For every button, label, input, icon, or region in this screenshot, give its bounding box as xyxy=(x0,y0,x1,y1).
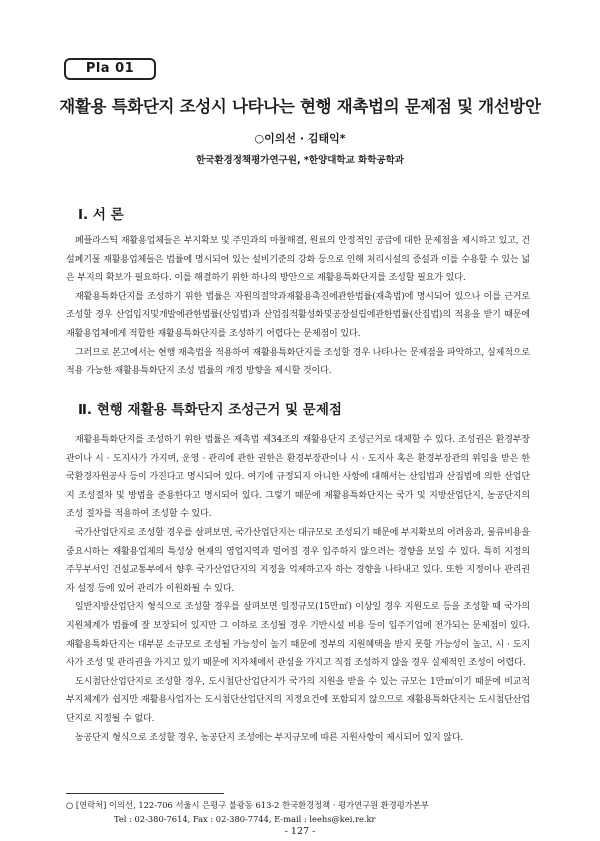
paragraph: 폐플라스틱 재활용업체들은 부지확보 및 주민과의 마찰해결, 원료의 안정적인 공급에 대한 문제점을 제시하고 있고, 건설폐기물 재활용업체들은 법률에 명시되어 있는 설비기준의 강화 등으로 인해 처리시설의 증설과 이를 수용할 수 있는 넓은 부지의 확보가 필요하다. 이를 해결하기 위한 하나의 방안으로 재활용특화단지를 조성할 필요가 있다. xyxy=(66,236,530,284)
paragraph: 일반지방산업단지 형식으로 조성할 경우를 살펴보면 일정규모(15만㎡) 이상일 경우 지원도로 등을 조성할 때 국가의 지원체계가 법률에 잘 보장되어 있지만 그 이하로 조성될 경우 기반시설 비용 등이 입주기업에 전가되는 문제점이 있다. 재활용특화단지는 대부분 소규모로 조성될 가능성이 높기 때문에 정부의 지원혜택을 받지 못할 가능성이 높고, 시 · 도지사가 조성 및 관리권을 가지고 있기 때문에 지자체에서 관심을 가지고 직접 조성하지 않을 경우 실제적인 조성이 어렵다. xyxy=(66,602,530,669)
page-number: - 127 - xyxy=(284,826,316,837)
session-code-badge: Pla 01 xyxy=(64,58,156,80)
paragraph: 재활용특화단지를 조성하기 위한 법률은 자원의절약과재활용촉진에관한법률(재촉법)에 명시되어 있으나 이를 근거로 조성할 경우 산업입지및개발에관한법률(산입법)과 산업집적활성화및공장설립에관한법률(산집법)의 적용을 받기 때문에 재활용업체에게 적합한 재활용특화단지를 조성하기 어렵다는 문제점이 있다. xyxy=(66,291,530,339)
section-heading-introduction: Ⅰ. 서 론 xyxy=(78,207,124,223)
section-body-introduction xyxy=(66,232,530,381)
footnote-address: ○ [연락처] 이의선, 122-706 서울시 은평구 불광동 613-2 한국환경정책 · 평가연구원 환경평가본부 xyxy=(66,800,429,810)
paragraph: 도시첨단산업단지로 조성할 경우, 도시첨단산업단지가 국가의 지원을 받을 수 있는 규모는 1만㎡이기 때문에 비교적 부지체계가 쉽지만 재활용사업자는 도시첨단산업단지의 지정요건에 포함되지 않으므로 재활용특화단지는 도시첨단산업단지로 지정될 수 없다. xyxy=(66,676,530,724)
footnote-contact: Tel : 02-380-7614, Fax : 02-380-7744, E-mail : leehs@kei.re.kr xyxy=(114,814,376,824)
section-heading-basis-and-problems: Ⅱ. 현행 재활용 특화단지 조성근거 및 문제점 xyxy=(78,402,342,418)
footnote-divider xyxy=(66,793,224,794)
paragraph: 그러므로 본고에서는 현행 재촉법을 적용하여 재활용특화단지를 조성할 경우 나타나는 문제점을 파악하고, 실제적으로 적용 가능한 재활용특화단지 조성 법률의 개정 방향을 제시할 것이다. xyxy=(66,347,530,377)
contact-footnote xyxy=(66,798,536,826)
section-body-basis-and-problems xyxy=(66,431,530,747)
affiliations: 한국환경정책평가연구원, *한양대학교 화학공학과 xyxy=(196,155,404,166)
paper-title: 재활용 특화단지 조성시 나타나는 현행 재촉법의 문제점 및 개선방안 xyxy=(59,97,541,116)
authors: ○이의선 · 김태익* xyxy=(254,132,346,145)
paragraph: 국가산업단지로 조성할 경우를 살펴보면, 국가산업단지는 대규모로 조성되기 때문에 부지확보의 어려움과, 물류비용을 중요시하는 재활용업체의 특성상 현재의 영업지역과 멀어질 경우 입주하지 않으려는 경향을 보일 수 있다. 특히 지정의 주무부서인 건설교통부에서 향후 국가산업단지의 지정을 억제하고자 하는 경향을 나타내고 있다. 또한 지정이나 관리권자 설정 등에 있어 관리가 이원화될 수 있다. xyxy=(66,527,530,594)
paragraph: 재활용특화단지를 조성하기 위한 법률은 재촉법 제34조의 재활용단지 조성근거로 대체할 수 있다. 조성권은 환경부장관이나 시 · 도지사가 가지며, 운영 · 관리에 관한 권한은 환경부장관이나 시 · 도지사 혹은 환경부장관의 위임을 받은 한국환경자원공사 등이 가진다고 명시되어 있다. 여기에 규정되지 아니한 사항에 대해서는 산입법과 산집법에 의한 산업단지 조성절차 및 방법을 준용한다고 명시되어 있다. 그렇기 때문에 재활용특화단지는 국가 및 지방산업단지, 농공단지의 조성 절차를 적용하여 조성할 수 있다. xyxy=(66,435,530,520)
paragraph: 농공단지 형식으로 조성할 경우, 농공단지 조성에는 부지규모에 따른 지원사항이 제시되어 있지 않다. xyxy=(75,732,464,743)
